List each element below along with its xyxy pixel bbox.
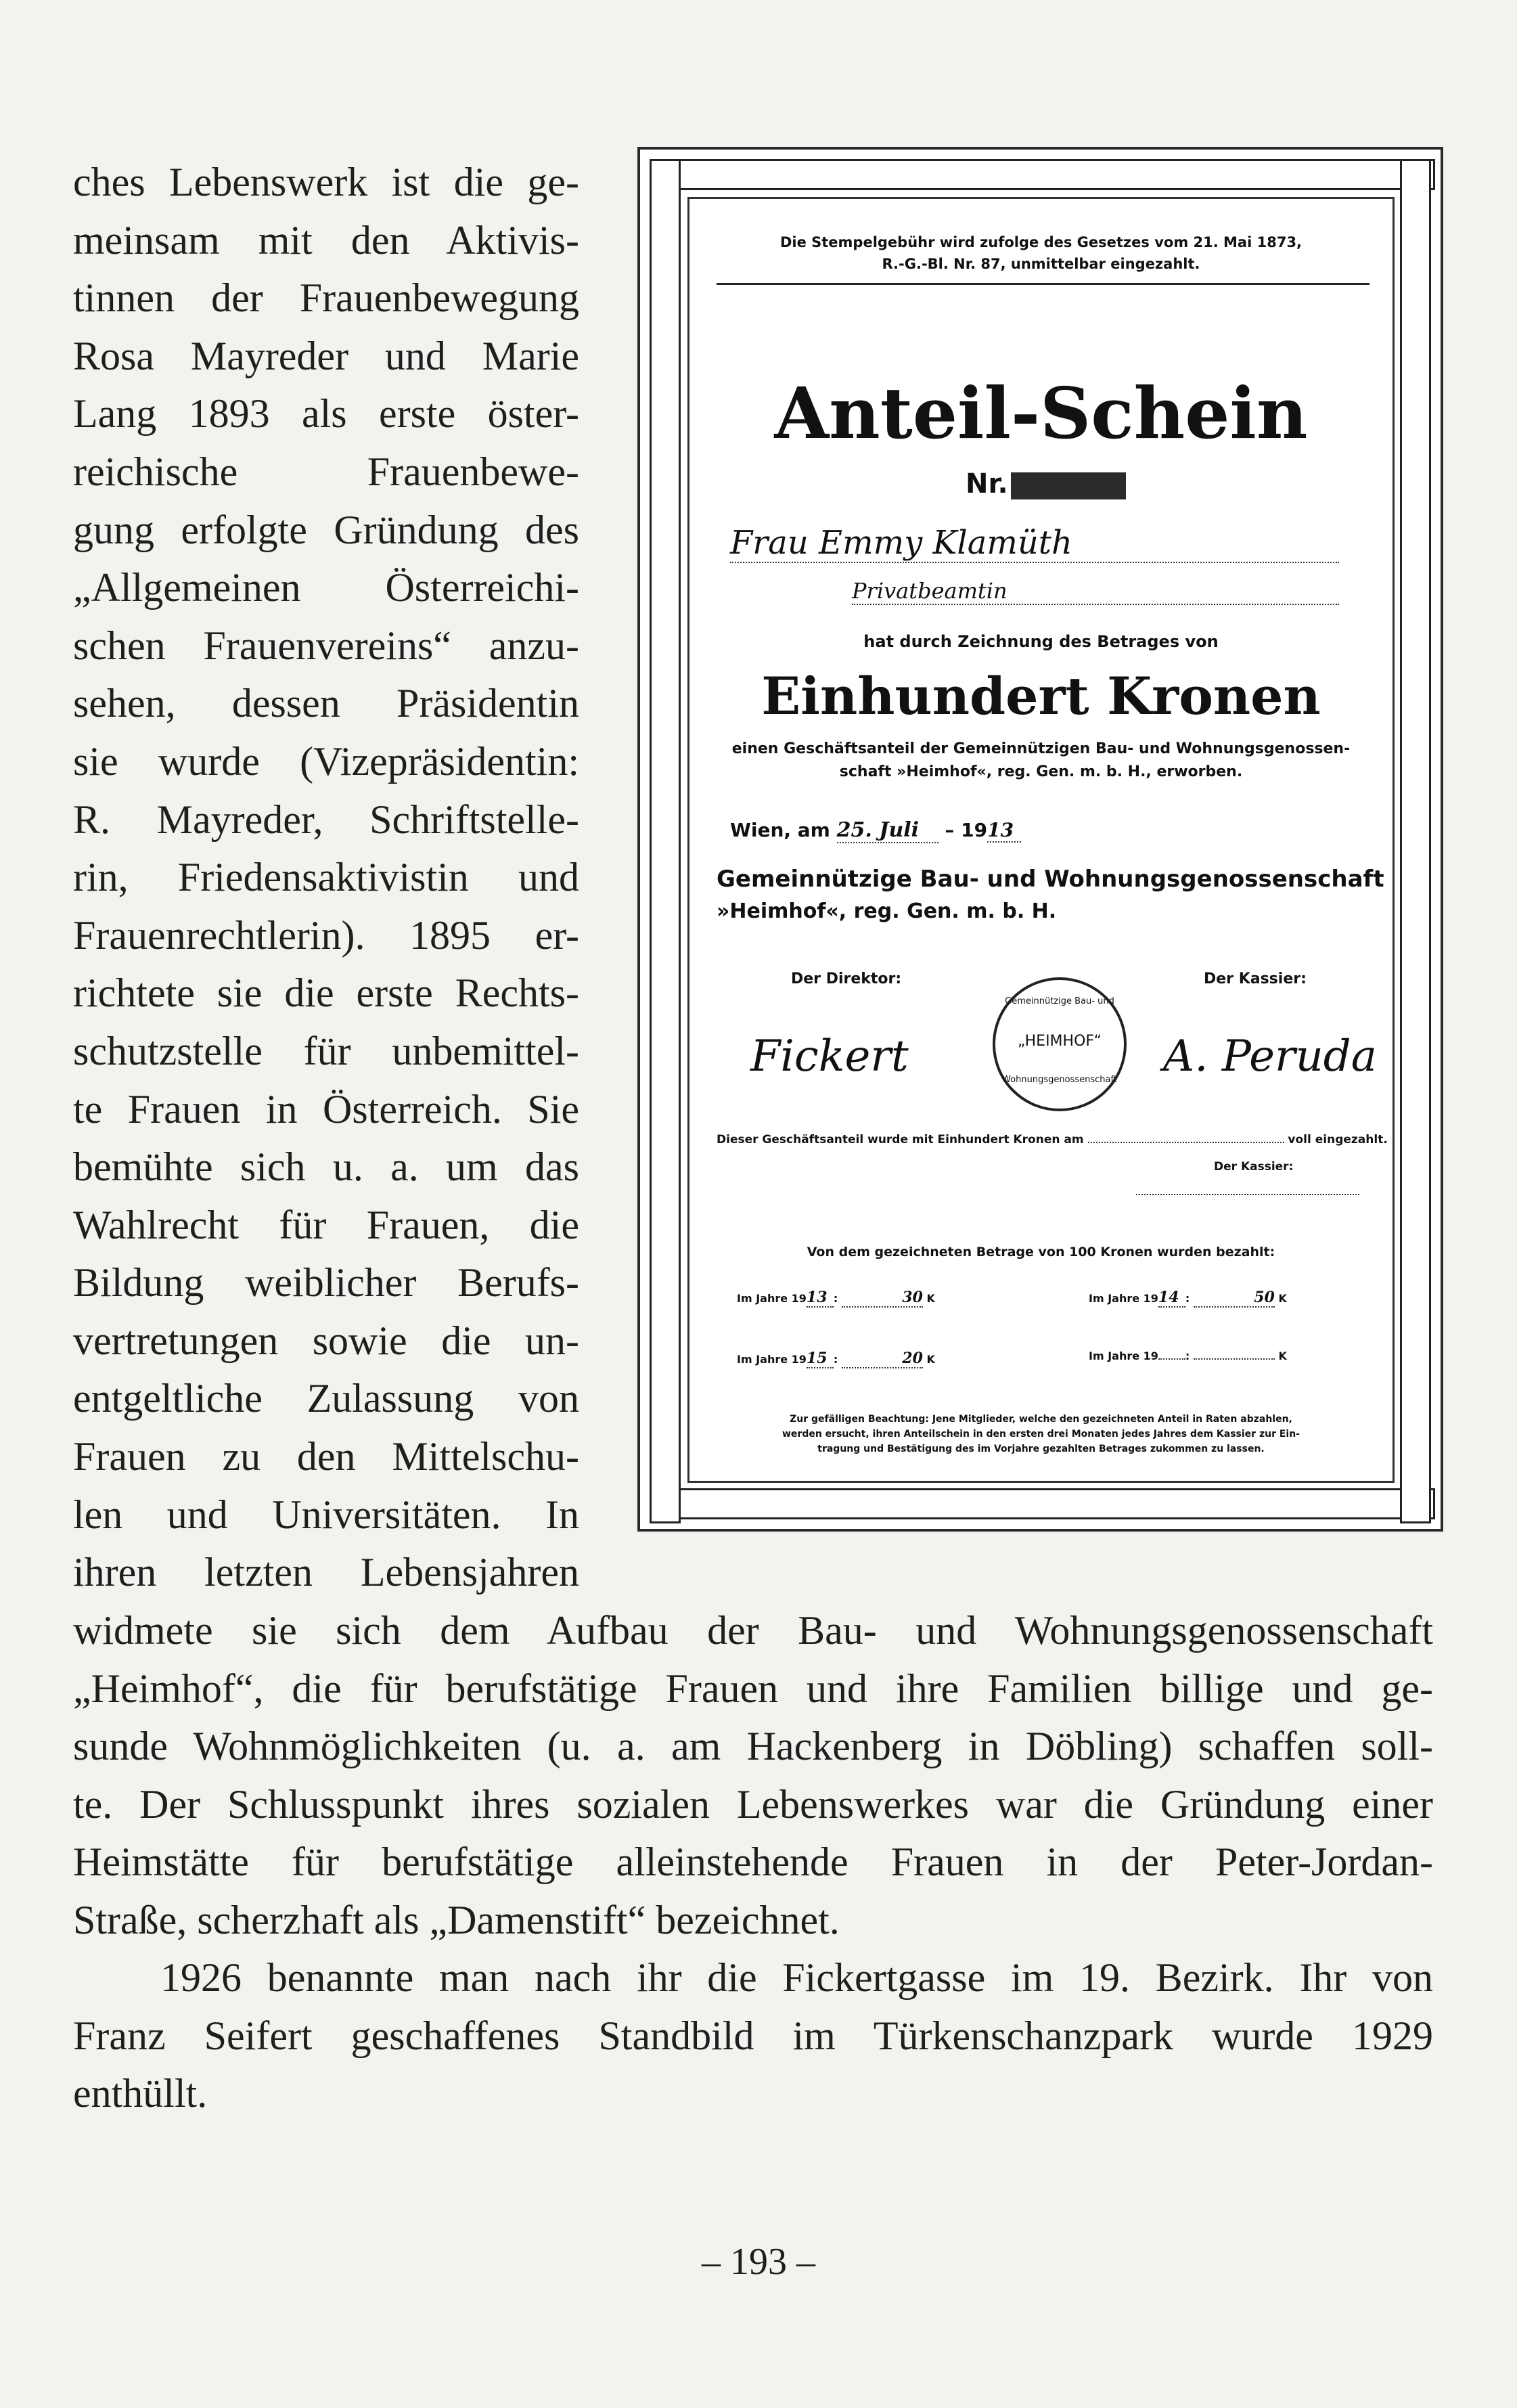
issue-date: [730, 818, 1021, 843]
text-line: vertretungen sowie die un-: [73, 1318, 579, 1363]
installment-year: 13: [807, 1289, 834, 1308]
text-line: ihren letzten Lebensjahren: [73, 1550, 579, 1595]
place-label: Wien, am: [730, 819, 830, 841]
installment-label: Im Jahre 19: [737, 1353, 807, 1366]
text-line: te Frauen in Österreich. Sie: [73, 1086, 579, 1132]
left-column-text: [73, 154, 579, 1602]
full-width-text: [73, 1602, 1433, 1950]
text-line: bemühte sich u. a. um das: [73, 1144, 579, 1190]
installment-amount: 30: [842, 1289, 923, 1308]
text-line: sehen, dessen Präsidentin: [73, 681, 579, 726]
note-text: Zur gefälligen Beachtung: Jene Mitglieder, welche den gezeichneten Anteil in Raten abzahlen,: [790, 1414, 1292, 1425]
ornament-border-top: [650, 159, 1435, 190]
text-line: „Allgemeinen Österreichi-: [73, 565, 579, 610]
cashier-signature: A. Peruda: [1163, 1031, 1377, 1082]
stamp-duty-line: Die Stempelgebühr wird zufolge des Gesetzes vom 21. Mai 1873,: [779, 234, 1303, 250]
text-line: Bildung weiblicher Berufs-: [73, 1260, 579, 1306]
installment-year: 14: [1158, 1289, 1185, 1308]
certificate-title: Anteil-Schein: [774, 372, 1308, 455]
ornament-border-right: [1400, 159, 1431, 1523]
number-label: Nr.: [966, 468, 1008, 499]
text-line: widmete sie sich dem Aufbau der Bau- und Wohnungsgenossenschaft: [73, 1608, 1433, 1653]
heimhof-name: »Heimhof«: [717, 899, 839, 923]
cashier-label: Der Kassier:: [1204, 971, 1307, 987]
share-text: schaft »Heimhof«, reg. Gen. m. b. H., erworben.: [839, 763, 1243, 780]
date-year: 13: [987, 819, 1021, 843]
text-line: ches Lebenswerk ist die ge-: [73, 160, 579, 204]
paid-date-field: [1088, 1142, 1284, 1143]
organization-suffix: , reg. Gen. m. b. H.: [838, 899, 1057, 923]
text-line: Lang 1893 als erste öster-: [73, 391, 579, 437]
text-line: Franz Seifert geschaffenes Standbild im Türkenschanzpark wurde 1929: [73, 2013, 1433, 2058]
text-line: richtete sie die erste Rechts-: [73, 971, 579, 1016]
text-line: schutzstelle für unbemittel-: [73, 1028, 579, 1073]
installment-unit: K: [926, 1292, 935, 1305]
paid-line: [717, 1133, 1388, 1146]
installment-row: Im Jahre 19 : K: [1089, 1350, 1287, 1362]
installment-amount: [1194, 1358, 1275, 1360]
text-line: tinnen der Frauenbewegung: [73, 275, 579, 321]
text-line: te. Der Schlusspunkt ihres sozialen Lebenswerkes war die Gründung einer: [73, 1781, 1433, 1827]
divider: [717, 283, 1369, 285]
note-text: tragung und Bestätigung des im Vorjahre gezahlten Betrages zukommen zu lassen.: [817, 1444, 1265, 1454]
stamp-duty-line: R.-G.-Bl. Nr. 87, unmittelbar eingezahlt.: [882, 256, 1200, 272]
amount-text: Einhundert Kronen: [761, 666, 1321, 726]
installment-unit: K: [1278, 1350, 1287, 1362]
holder-name: Frau Emmy Klamüth: [730, 524, 1339, 563]
cooperative-seal: [993, 977, 1127, 1111]
holder-occupation: Privatbeamtin: [852, 578, 1339, 605]
installment-row: Im Jahre 1913 : 30 K: [737, 1289, 935, 1306]
cashier-label-2: Der Kassier:: [1214, 1160, 1294, 1174]
date-day: 25. Juli: [837, 818, 938, 843]
text-line: sunde Wohnmöglichkeiten (u. a. am Hackenberg in Döbling) schaffen soll-: [73, 1724, 1433, 1769]
seal-text: Gemeinnützige Bau- und: [1005, 996, 1114, 1006]
ornament-border-bottom: [650, 1488, 1435, 1519]
cashier-signature-line: [1136, 1194, 1359, 1195]
certificate-body: [687, 197, 1395, 1483]
installment-year: 15: [807, 1350, 834, 1368]
seal-text: „HEIMHOF“: [1018, 1033, 1102, 1050]
date-dash: –: [945, 819, 955, 841]
installment-label: Im Jahre 19: [1089, 1292, 1158, 1305]
director-label: Der Direktor:: [791, 971, 902, 987]
redacted-number: [1011, 472, 1126, 499]
text-line: Straße, scherzhaft als „Damenstift“ bezeichnet.: [73, 1897, 840, 1942]
share-certificate: [637, 147, 1443, 1532]
paid-text: Dieser Geschäftsanteil wurde mit Einhundert Kronen am: [717, 1133, 1084, 1146]
installment-label: Im Jahre 19: [1089, 1350, 1158, 1362]
text-line: Rosa Mayreder und Marie: [73, 333, 579, 378]
text-line: meinsam mit den Aktivis-: [73, 217, 579, 263]
installment-year: [1158, 1358, 1185, 1360]
text-line: Wahlrecht für Frauen, die: [73, 1202, 579, 1247]
installment-amount: 20: [842, 1350, 923, 1368]
text-line: gung erfolgte Gründung des: [73, 507, 579, 552]
installment-unit: K: [1278, 1292, 1287, 1305]
text-line: rin, Friedensaktivistin und: [73, 855, 579, 900]
text-line: sie wurde (Vizepräsidentin:: [73, 738, 579, 784]
second-paragraph: [73, 1949, 1433, 2123]
paid-suffix: voll eingezahlt.: [1288, 1133, 1388, 1146]
seal-text: Wohnungsgenossenschaft: [1002, 1075, 1117, 1085]
installment-row: Im Jahre 1914 : 50 K: [1089, 1289, 1287, 1306]
director-signature: Fickert: [750, 1031, 909, 1082]
installment-amount: 50: [1194, 1289, 1275, 1308]
text-line: „Heimhof“, die für berufstätige Frauen und ihre Familien billige und ge-: [73, 1666, 1433, 1711]
text-line: entgeltliche Zulassung von: [73, 1376, 579, 1421]
text-line: len und Universitäten. In: [73, 1492, 579, 1537]
organization-name-2: [717, 899, 1056, 923]
page-number: – 193 –: [702, 2241, 815, 2283]
note-text: werden ersucht, ihren Anteilschein in den ersten drei Monaten jedes Jahres dem Kassier zur Ein-: [782, 1429, 1300, 1440]
installments-heading: Von dem gezeichneten Betrage von 100 Kronen wurden bezahlt:: [807, 1245, 1275, 1259]
text-line: 1926 benannte man nach ihr die Fickertgasse im 19. Bezirk. Ihr von: [160, 1955, 1433, 2000]
installment-unit: K: [926, 1353, 935, 1366]
installment-label: Im Jahre 19: [737, 1292, 807, 1305]
organization-name: Gemeinnützige Bau- und Wohnungsgenossenschaft: [717, 866, 1384, 893]
text-line: Frauenrechtlerin). 1895 er-: [73, 912, 579, 958]
text-line: R. Mayreder, Schriftstelle-: [73, 797, 579, 842]
ornament-border-left: [650, 159, 681, 1523]
installment-row: Im Jahre 1915 : 20 K: [737, 1350, 935, 1367]
intro-text: hat durch Zeichnung des Betrages von: [863, 632, 1219, 651]
text-line: enthüllt.: [73, 2071, 208, 2116]
text-line: schen Frauenvereins“ anzu-: [73, 623, 579, 668]
date-year-prefix: 19: [961, 819, 988, 841]
text-line: reichische Frauenbewe-: [73, 449, 579, 494]
text-line: Heimstätte für berufstätige alleinstehende Frauen in der Peter-Jordan-: [73, 1840, 1433, 1885]
share-text: einen Geschäftsanteil der Gemeinnützigen Bau- und Wohnungsgenossen-: [731, 740, 1351, 757]
text-line: Frauen zu den Mittelschu-: [73, 1434, 579, 1479]
